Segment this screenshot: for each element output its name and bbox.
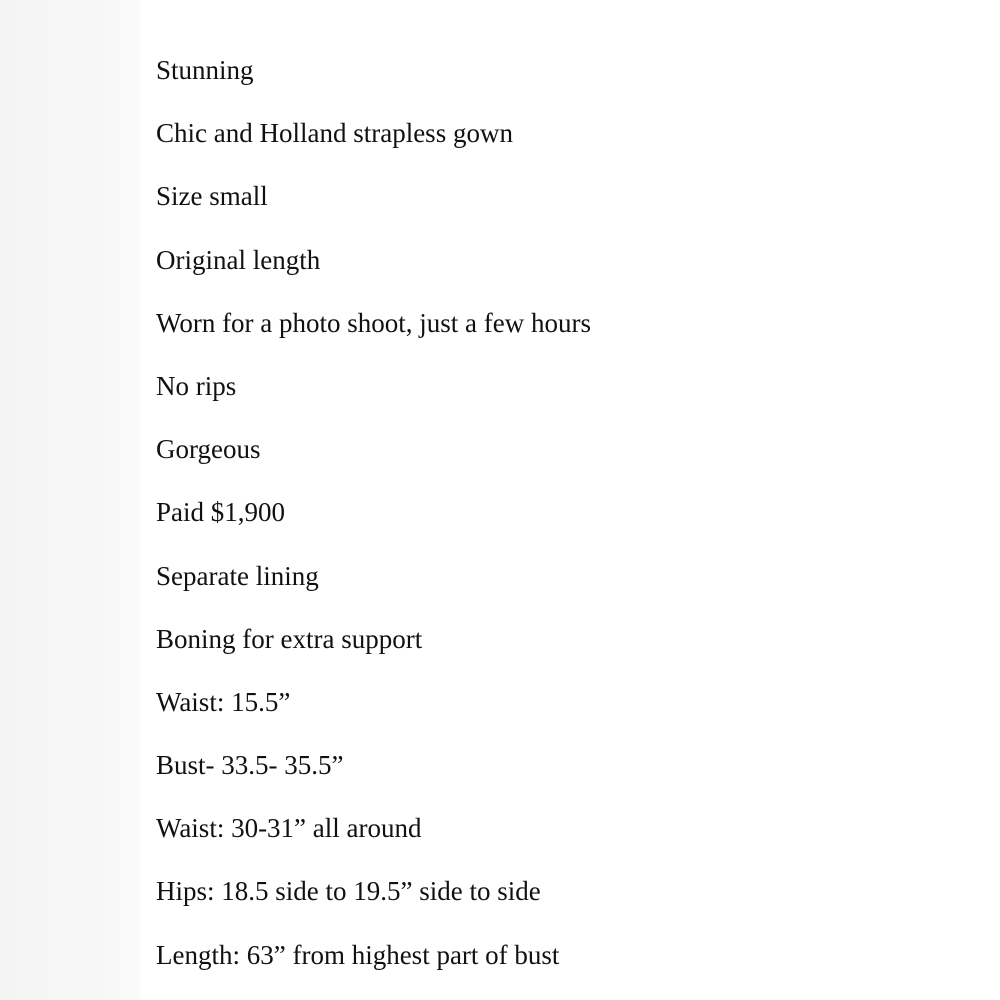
note-line-7: Gorgeous (156, 434, 261, 465)
note-line-6: No rips (156, 370, 237, 401)
note-body[interactable] (156, 48, 976, 996)
note-line-13: Waist: 30-31” all around (156, 813, 422, 844)
note-line-9: Separate lining (156, 560, 319, 591)
note-line-1: Stunning (156, 55, 254, 85)
note-line-10: Boning for extra support (156, 623, 423, 654)
note-line-4: Original length (156, 244, 321, 275)
note-line-3: Size small (156, 181, 268, 212)
note-line-11: Waist: 15.5” (156, 686, 291, 717)
left-margin (0, 0, 140, 1000)
note-line-8: Paid $1,900 (156, 497, 286, 528)
note-line-15: Length: 63” from highest part of bust (156, 939, 560, 970)
note-line-2: Chic and Holland strapless gown (156, 118, 513, 149)
note-line-5: Worn for a photo shoot, just a few hours (156, 307, 592, 338)
note-line-12: Bust- 33.5- 35.5” (156, 750, 344, 781)
note-line-14: Hips: 18.5 side to 19.5” side to side (156, 876, 541, 907)
